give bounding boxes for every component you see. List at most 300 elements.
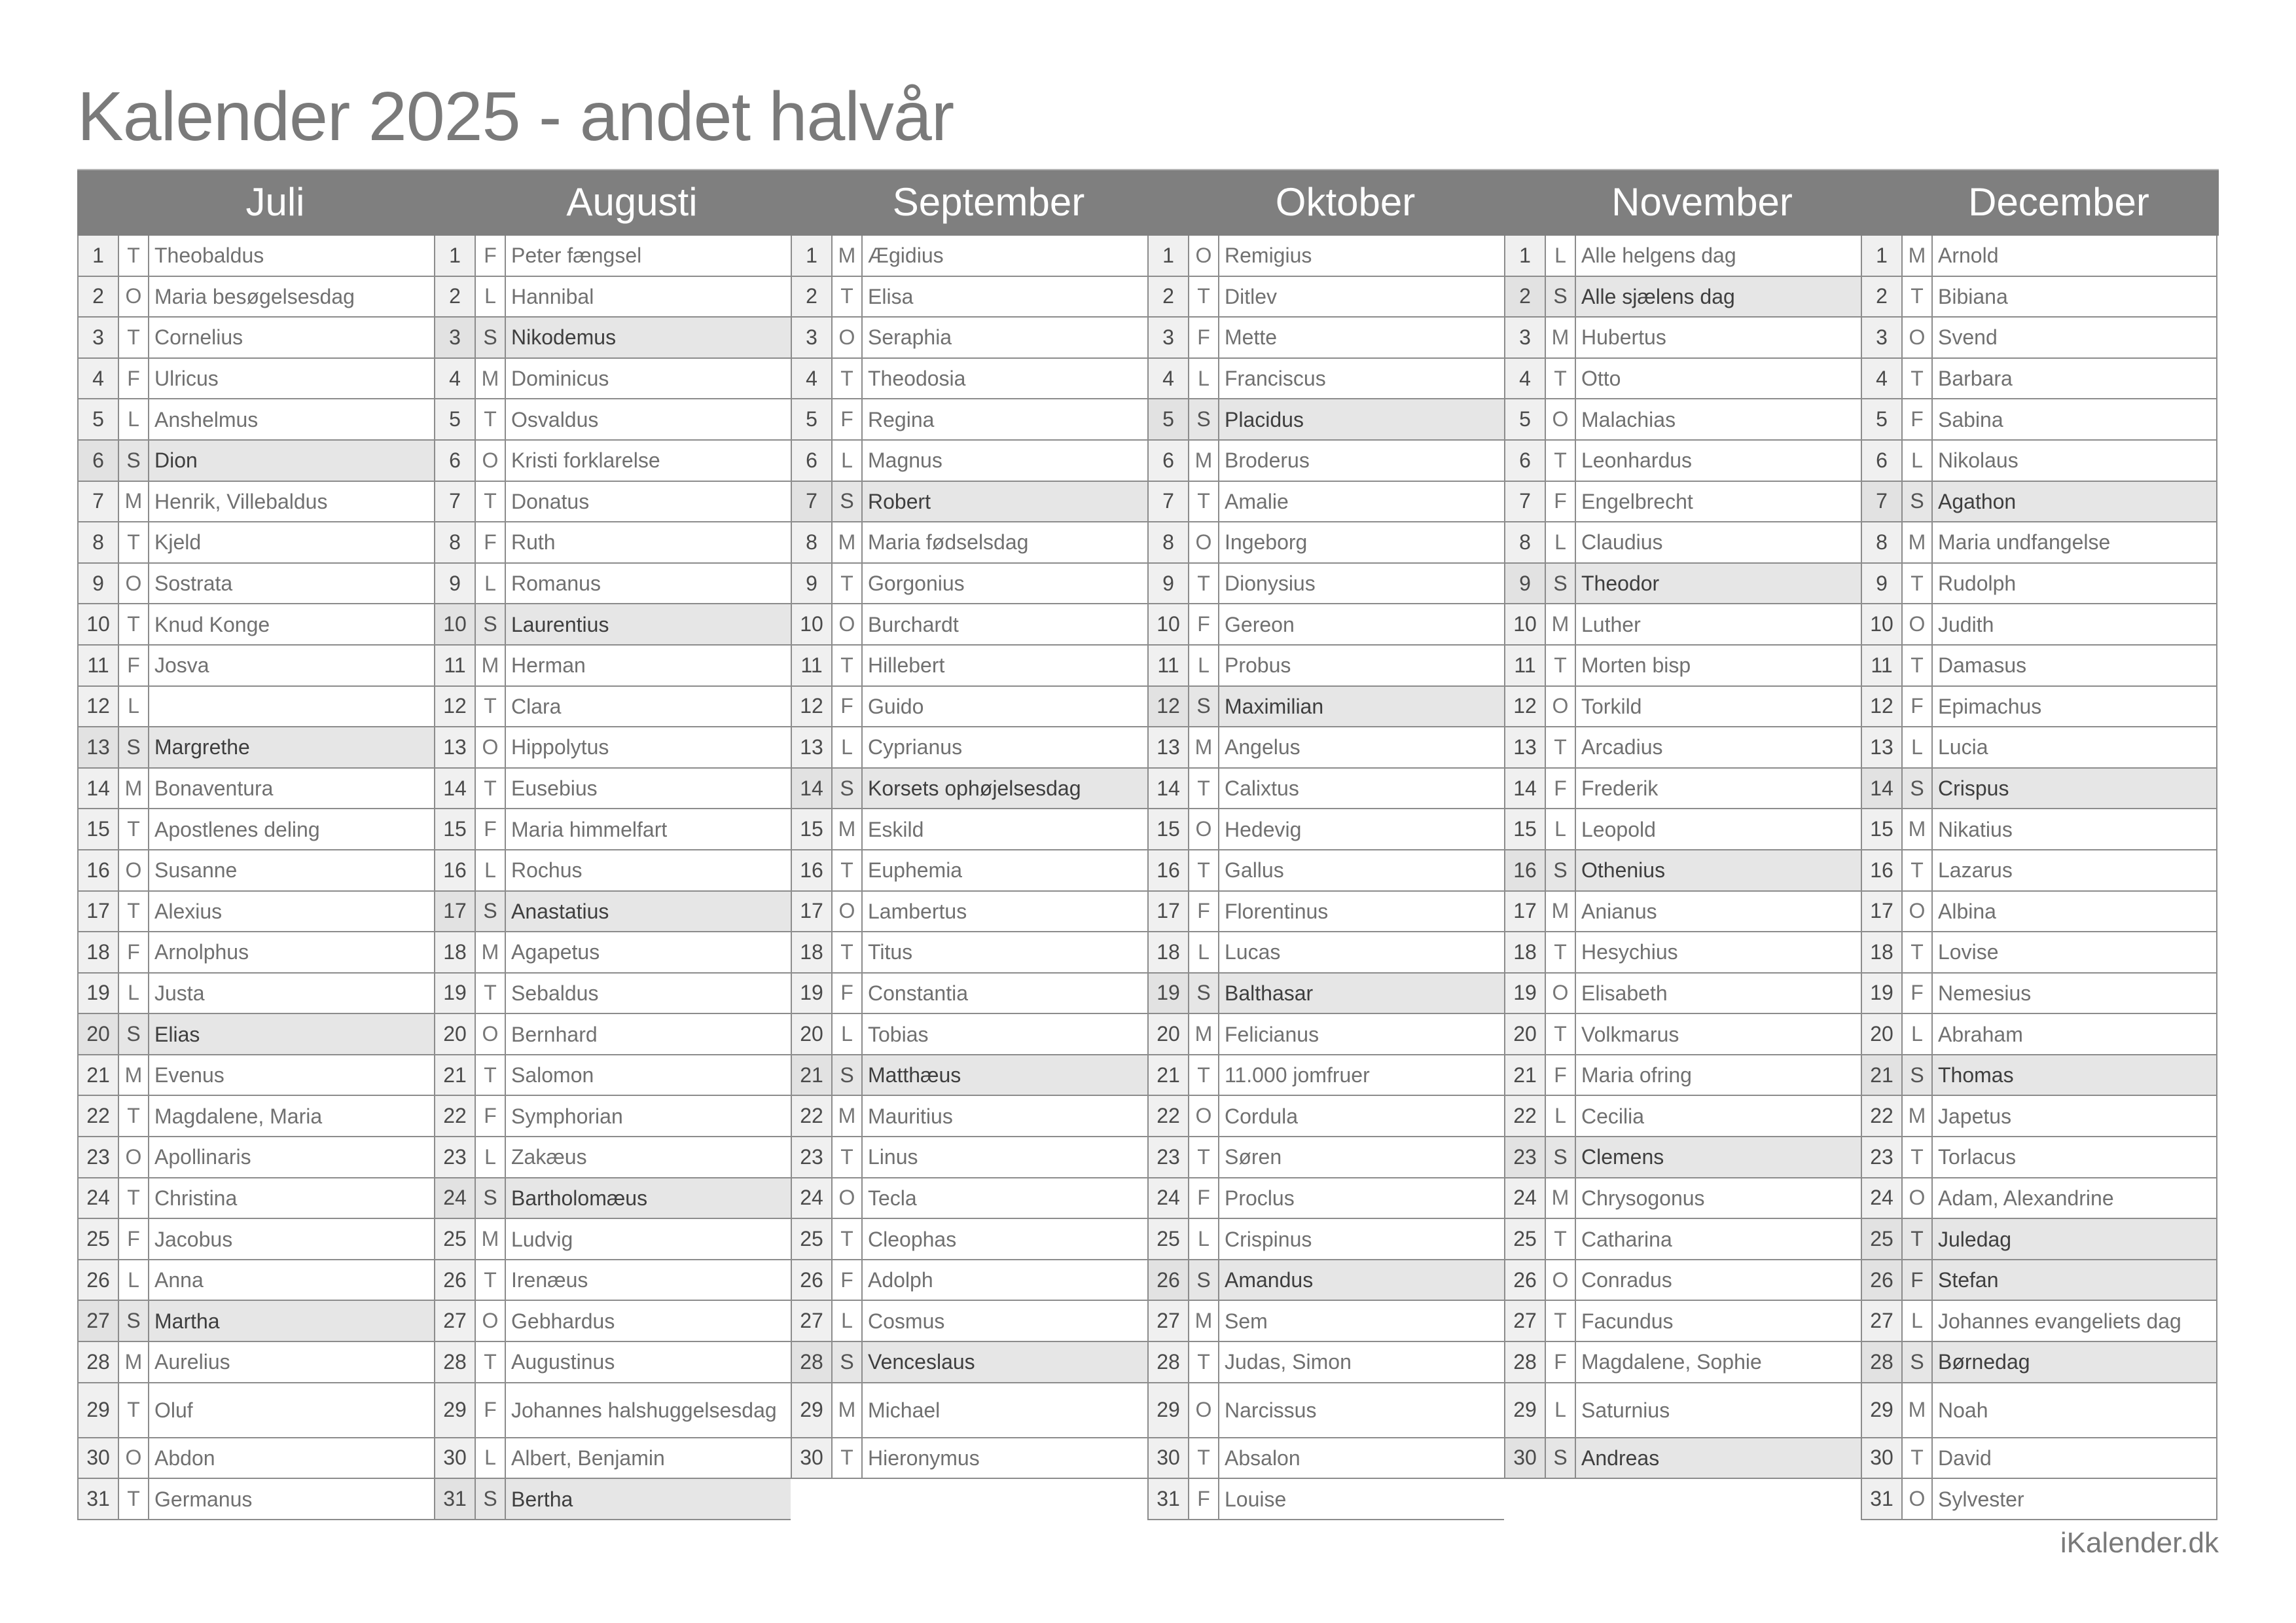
weekday-letter: T bbox=[476, 769, 506, 809]
day-number: 27 bbox=[791, 1301, 833, 1341]
day-row bbox=[1147, 892, 1504, 933]
day-row bbox=[1147, 441, 1504, 482]
day-row bbox=[1504, 1178, 1861, 1220]
name-day: Alexius bbox=[154, 899, 223, 923]
day-number: 18 bbox=[434, 932, 476, 972]
name-day: Theobaldus bbox=[154, 244, 264, 268]
day-number: 24 bbox=[1147, 1178, 1189, 1218]
day-row bbox=[1504, 769, 1861, 810]
day-number: 11 bbox=[1147, 646, 1189, 685]
day-number: 28 bbox=[434, 1342, 476, 1382]
day-row bbox=[791, 277, 1147, 318]
name-day: Bibiana bbox=[1933, 277, 2217, 317]
day-number: 20 bbox=[434, 1014, 476, 1054]
name-day: Michael bbox=[868, 1398, 941, 1422]
weekday-letter: F bbox=[476, 236, 506, 276]
weekday-letter: F bbox=[476, 1096, 506, 1136]
weekday-letter: T bbox=[833, 646, 863, 685]
day-number: 28 bbox=[77, 1342, 119, 1382]
weekday-letter: M bbox=[833, 1096, 863, 1136]
name-day: Luther bbox=[1581, 612, 1641, 636]
weekday-letter: L bbox=[476, 1137, 506, 1177]
day-number: 30 bbox=[1504, 1438, 1546, 1478]
name-day: Svend bbox=[1933, 318, 2217, 357]
name-day: Clara bbox=[511, 694, 562, 718]
day-number: 21 bbox=[1861, 1055, 1903, 1095]
day-row bbox=[1504, 974, 1861, 1015]
day-row bbox=[1504, 850, 1861, 892]
day-row bbox=[77, 441, 434, 482]
name-day: Torkild bbox=[1581, 694, 1642, 718]
day-row bbox=[791, 769, 1147, 810]
day-number: 30 bbox=[1861, 1438, 1903, 1478]
day-row bbox=[1147, 277, 1504, 318]
name-day: Søren bbox=[1225, 1145, 1282, 1169]
weekday-letter: S bbox=[476, 892, 506, 932]
weekday-letter: T bbox=[833, 1137, 863, 1177]
day-number: 9 bbox=[434, 564, 476, 604]
day-row bbox=[1504, 441, 1861, 482]
day-number: 5 bbox=[1504, 399, 1546, 439]
day-number: 13 bbox=[77, 727, 119, 767]
name-day: Otto bbox=[1581, 367, 1621, 391]
day-number: 17 bbox=[791, 892, 833, 932]
weekday-letter: T bbox=[1903, 850, 1933, 890]
weekday-letter: O bbox=[476, 727, 506, 767]
day-row bbox=[1861, 1096, 2217, 1137]
name-day: Matthæus bbox=[863, 1055, 1147, 1095]
day-row bbox=[77, 318, 434, 359]
day-number: 23 bbox=[1861, 1137, 1903, 1177]
day-number: 1 bbox=[1861, 236, 1903, 276]
day-number: 11 bbox=[1861, 646, 1903, 685]
name-day: Torlacus bbox=[1933, 1137, 2217, 1177]
day-row bbox=[791, 646, 1147, 687]
day-row bbox=[77, 974, 434, 1015]
weekday-letter: O bbox=[1546, 399, 1576, 439]
day-number: 20 bbox=[1861, 1014, 1903, 1054]
day-row bbox=[1147, 318, 1504, 359]
name-day: Maria ofring bbox=[1581, 1063, 1692, 1087]
day-row bbox=[1504, 932, 1861, 974]
day-row bbox=[434, 1014, 791, 1055]
day-number: 24 bbox=[791, 1178, 833, 1218]
day-row bbox=[434, 318, 791, 359]
day-row bbox=[1861, 277, 2217, 318]
weekday-letter: T bbox=[1546, 727, 1576, 767]
weekday-letter: O bbox=[1903, 892, 1933, 932]
day-number: 8 bbox=[791, 522, 833, 562]
day-row bbox=[77, 809, 434, 850]
day-row bbox=[791, 441, 1147, 482]
weekday-letter: T bbox=[476, 482, 506, 522]
day-number: 6 bbox=[1861, 441, 1903, 481]
day-number: 9 bbox=[791, 564, 833, 604]
day-row bbox=[434, 727, 791, 769]
weekday-letter: S bbox=[833, 769, 863, 809]
name-day: Nikatius bbox=[1933, 809, 2217, 849]
name-day: Bartholomæus bbox=[506, 1178, 791, 1218]
day-number: 14 bbox=[791, 769, 833, 809]
day-row bbox=[434, 1260, 791, 1302]
day-number: 23 bbox=[1147, 1137, 1189, 1177]
name-day: Andreas bbox=[1576, 1438, 1861, 1478]
day-number: 22 bbox=[1504, 1096, 1546, 1136]
day-number: 3 bbox=[1147, 318, 1189, 357]
day-row bbox=[77, 564, 434, 605]
day-number: 19 bbox=[1861, 974, 1903, 1013]
day-row bbox=[434, 359, 791, 400]
day-row bbox=[1504, 522, 1861, 564]
day-row bbox=[791, 359, 1147, 400]
weekday-letter: T bbox=[1189, 1055, 1219, 1095]
name-day: Anna bbox=[154, 1268, 204, 1292]
weekday-letter: S bbox=[476, 1479, 506, 1519]
name-day: Peter fængsel bbox=[511, 244, 642, 268]
name-day: Martha bbox=[149, 1301, 434, 1341]
weekday-letter: L bbox=[1546, 236, 1576, 276]
name-day: Dion bbox=[149, 441, 434, 481]
weekday-letter: S bbox=[119, 1301, 149, 1341]
day-number: 17 bbox=[77, 892, 119, 932]
name-day: Tobias bbox=[868, 1022, 929, 1046]
weekday-letter: T bbox=[1546, 646, 1576, 685]
day-number: 3 bbox=[77, 318, 119, 357]
name-day: Henrik, Villebaldus bbox=[154, 489, 328, 513]
name-day: Justa bbox=[154, 981, 205, 1005]
weekday-letter: L bbox=[476, 564, 506, 604]
day-row bbox=[1504, 277, 1861, 318]
day-row bbox=[77, 646, 434, 687]
day-number: 4 bbox=[77, 359, 119, 399]
month-column-september bbox=[791, 236, 1147, 1479]
name-day: Gebhardus bbox=[511, 1309, 615, 1333]
day-row bbox=[434, 1479, 791, 1520]
weekday-letter: T bbox=[1189, 769, 1219, 809]
day-number: 29 bbox=[791, 1383, 833, 1437]
day-number: 23 bbox=[77, 1137, 119, 1177]
month-column-oktober bbox=[1147, 236, 1504, 1520]
name-day: Proclus bbox=[1225, 1186, 1295, 1210]
day-row bbox=[1861, 932, 2217, 974]
name-day: Augustinus bbox=[511, 1350, 615, 1374]
name-day: Arcadius bbox=[1581, 735, 1663, 759]
name-day: Alle helgens dag bbox=[1581, 244, 1736, 268]
weekday-letter: T bbox=[119, 236, 149, 276]
day-number: 4 bbox=[1147, 359, 1189, 399]
weekday-letter: M bbox=[833, 522, 863, 562]
weekday-letter: S bbox=[119, 1014, 149, 1054]
day-row bbox=[1861, 850, 2217, 892]
day-number: 12 bbox=[791, 687, 833, 727]
brand-footer: iKalender.dk bbox=[2060, 1527, 2219, 1559]
weekday-letter: M bbox=[476, 359, 506, 399]
name-day: Albert, Benjamin bbox=[511, 1446, 665, 1470]
day-number: 31 bbox=[77, 1479, 119, 1519]
weekday-letter: T bbox=[119, 604, 149, 644]
day-number: 5 bbox=[1147, 399, 1189, 439]
day-number: 3 bbox=[1861, 318, 1903, 357]
day-row bbox=[1147, 236, 1504, 277]
day-row bbox=[791, 687, 1147, 728]
day-row bbox=[1504, 1383, 1861, 1438]
day-row bbox=[434, 399, 791, 441]
day-row bbox=[77, 769, 434, 810]
day-row bbox=[1861, 1438, 2217, 1480]
day-number: 29 bbox=[1861, 1383, 1903, 1437]
name-day: Louise bbox=[1225, 1487, 1287, 1511]
day-number: 22 bbox=[791, 1096, 833, 1136]
weekday-letter: L bbox=[833, 1301, 863, 1341]
name-day: Anshelmus bbox=[154, 407, 259, 431]
day-number: 30 bbox=[791, 1438, 833, 1478]
day-number: 12 bbox=[1147, 687, 1189, 727]
weekday-letter: F bbox=[119, 1219, 149, 1259]
day-number: 27 bbox=[77, 1301, 119, 1341]
day-row bbox=[1147, 727, 1504, 769]
weekday-letter: F bbox=[833, 1260, 863, 1300]
day-row bbox=[1504, 1301, 1861, 1342]
day-row bbox=[1147, 482, 1504, 523]
name-day: Placidus bbox=[1219, 399, 1504, 439]
name-day: Epimachus bbox=[1933, 687, 2217, 727]
weekday-letter: L bbox=[1189, 1219, 1219, 1259]
day-row bbox=[1861, 236, 2217, 277]
day-number: 30 bbox=[434, 1438, 476, 1478]
day-row bbox=[1861, 1260, 2217, 1302]
weekday-letter: O bbox=[476, 441, 506, 481]
day-number: 1 bbox=[1504, 236, 1546, 276]
day-number: 3 bbox=[434, 318, 476, 357]
name-day: Jacobus bbox=[154, 1227, 233, 1251]
name-day: Symphorian bbox=[511, 1104, 623, 1128]
day-row bbox=[1147, 1219, 1504, 1260]
name-day: Franciscus bbox=[1225, 367, 1326, 391]
month-header-juli: Juli bbox=[245, 180, 305, 224]
weekday-letter: S bbox=[1546, 1137, 1576, 1177]
weekday-letter: T bbox=[476, 1342, 506, 1382]
weekday-letter: M bbox=[119, 482, 149, 522]
weekday-letter: F bbox=[1189, 1479, 1219, 1519]
day-row bbox=[1504, 1096, 1861, 1137]
day-row bbox=[1147, 564, 1504, 605]
name-day: Johannes evangeliets dag bbox=[1933, 1301, 2217, 1341]
name-day: Burchardt bbox=[868, 612, 959, 636]
day-number: 1 bbox=[434, 236, 476, 276]
name-day: Cosmus bbox=[868, 1309, 945, 1333]
weekday-letter: S bbox=[1546, 564, 1576, 604]
name-day: Angelus bbox=[1225, 735, 1300, 759]
day-row bbox=[1504, 604, 1861, 646]
day-number: 16 bbox=[1861, 850, 1903, 890]
weekday-letter: F bbox=[476, 1383, 506, 1437]
name-day: Ulricus bbox=[154, 367, 219, 391]
day-number: 27 bbox=[1504, 1301, 1546, 1341]
weekday-letter: M bbox=[1546, 892, 1576, 932]
name-day: Aurelius bbox=[154, 1350, 230, 1374]
day-row bbox=[1147, 522, 1504, 564]
day-row bbox=[77, 604, 434, 646]
day-number: 29 bbox=[1504, 1383, 1546, 1437]
name-day: Zakæus bbox=[511, 1145, 587, 1169]
day-number: 2 bbox=[77, 277, 119, 317]
day-row bbox=[1147, 1178, 1504, 1220]
day-row bbox=[791, 1383, 1147, 1438]
day-number: 26 bbox=[77, 1260, 119, 1300]
name-day: Cornelius bbox=[154, 325, 243, 350]
weekday-letter: O bbox=[1546, 1260, 1576, 1300]
day-number: 16 bbox=[434, 850, 476, 890]
weekday-letter: F bbox=[1903, 974, 1933, 1013]
name-day: Magdalene, Sophie bbox=[1581, 1350, 1762, 1374]
weekday-letter: F bbox=[1903, 1260, 1933, 1300]
day-number: 28 bbox=[1147, 1342, 1189, 1382]
day-row bbox=[434, 564, 791, 605]
weekday-letter: L bbox=[1546, 1096, 1576, 1136]
day-row bbox=[77, 1178, 434, 1220]
day-number: 2 bbox=[1147, 277, 1189, 317]
day-row bbox=[1861, 769, 2217, 810]
day-row bbox=[1504, 646, 1861, 687]
name-day: Crispinus bbox=[1225, 1227, 1312, 1251]
day-row bbox=[77, 482, 434, 523]
name-day: Anastatius bbox=[506, 892, 791, 932]
day-row bbox=[791, 399, 1147, 441]
weekday-letter: M bbox=[119, 769, 149, 809]
day-number: 30 bbox=[77, 1438, 119, 1478]
day-row bbox=[791, 1096, 1147, 1137]
weekday-letter: T bbox=[1189, 850, 1219, 890]
name-day: Nikodemus bbox=[506, 318, 791, 357]
day-number: 29 bbox=[434, 1383, 476, 1437]
weekday-letter: L bbox=[1903, 1301, 1933, 1341]
weekday-letter: O bbox=[119, 1438, 149, 1478]
weekday-letter: M bbox=[1189, 441, 1219, 481]
day-row bbox=[1147, 1137, 1504, 1178]
name-day: Damasus bbox=[1933, 646, 2217, 685]
name-day: Calixtus bbox=[1225, 776, 1299, 801]
name-day: Cyprianus bbox=[868, 735, 963, 759]
day-number: 31 bbox=[1861, 1479, 1903, 1519]
day-row bbox=[1861, 1055, 2217, 1097]
name-day: Volkmarus bbox=[1581, 1022, 1679, 1046]
day-number: 8 bbox=[1861, 522, 1903, 562]
weekday-letter: L bbox=[1903, 727, 1933, 767]
day-row bbox=[1861, 687, 2217, 728]
day-row bbox=[1504, 1055, 1861, 1097]
day-number: 12 bbox=[434, 687, 476, 727]
weekday-letter: L bbox=[1546, 522, 1576, 562]
name-day: Crispus bbox=[1933, 769, 2217, 809]
weekday-letter: F bbox=[1189, 604, 1219, 644]
day-row bbox=[434, 892, 791, 933]
day-row bbox=[1861, 727, 2217, 769]
day-number: 26 bbox=[1147, 1260, 1189, 1300]
day-number: 12 bbox=[1504, 687, 1546, 727]
day-row bbox=[1861, 892, 2217, 933]
weekday-letter: L bbox=[1903, 441, 1933, 481]
month-column-december bbox=[1861, 236, 2217, 1520]
weekday-letter: M bbox=[476, 646, 506, 685]
name-day: Oluf bbox=[154, 1398, 193, 1422]
day-row bbox=[77, 1096, 434, 1137]
day-row bbox=[77, 399, 434, 441]
day-number: 5 bbox=[77, 399, 119, 439]
weekday-letter: T bbox=[1189, 1342, 1219, 1382]
name-day: Irenæus bbox=[511, 1268, 588, 1292]
day-number: 10 bbox=[1147, 604, 1189, 644]
name-day: Evenus bbox=[154, 1063, 224, 1087]
day-number: 29 bbox=[77, 1383, 119, 1437]
day-number: 17 bbox=[1147, 892, 1189, 932]
day-number: 18 bbox=[77, 932, 119, 972]
day-number: 25 bbox=[77, 1219, 119, 1259]
weekday-letter: T bbox=[833, 850, 863, 890]
weekday-letter: T bbox=[476, 974, 506, 1013]
weekday-letter: T bbox=[1903, 932, 1933, 972]
weekday-letter: M bbox=[1546, 1178, 1576, 1218]
day-row bbox=[1147, 687, 1504, 728]
weekday-letter: T bbox=[1546, 932, 1576, 972]
weekday-letter: L bbox=[1189, 646, 1219, 685]
day-row bbox=[434, 687, 791, 728]
name-day: Maria himmelfart bbox=[511, 817, 668, 841]
day-number: 6 bbox=[1504, 441, 1546, 481]
weekday-letter: F bbox=[1189, 892, 1219, 932]
day-number: 19 bbox=[791, 974, 833, 1013]
day-number: 25 bbox=[1147, 1219, 1189, 1259]
day-row bbox=[1861, 1301, 2217, 1342]
name-day: Apostlenes deling bbox=[154, 817, 320, 841]
day-row bbox=[1504, 1219, 1861, 1260]
name-day bbox=[149, 687, 434, 727]
day-row bbox=[1861, 604, 2217, 646]
weekday-letter: F bbox=[119, 932, 149, 972]
weekday-letter: T bbox=[1546, 1014, 1576, 1054]
weekday-letter: S bbox=[1903, 1055, 1933, 1095]
name-day: Osvaldus bbox=[511, 407, 599, 431]
name-day: Thomas bbox=[1933, 1055, 2217, 1095]
day-row bbox=[1861, 441, 2217, 482]
day-row bbox=[434, 1342, 791, 1383]
day-number: 15 bbox=[434, 809, 476, 849]
name-day: Abraham bbox=[1933, 1014, 2217, 1054]
day-row bbox=[1147, 1383, 1504, 1438]
day-number: 5 bbox=[1861, 399, 1903, 439]
weekday-letter: L bbox=[833, 727, 863, 767]
weekday-letter: F bbox=[1189, 318, 1219, 357]
day-row bbox=[1147, 359, 1504, 400]
day-row bbox=[1147, 809, 1504, 850]
name-day: Børnedag bbox=[1933, 1342, 2217, 1382]
name-day: Florentinus bbox=[1225, 899, 1329, 923]
name-day: Bertha bbox=[506, 1479, 791, 1519]
weekday-letter: T bbox=[1189, 1438, 1219, 1478]
month-columns bbox=[77, 236, 2219, 1520]
weekday-letter: O bbox=[1189, 1096, 1219, 1136]
weekday-letter: T bbox=[833, 932, 863, 972]
weekday-letter: O bbox=[833, 892, 863, 932]
day-row bbox=[434, 809, 791, 850]
name-day: Sem bbox=[1225, 1309, 1268, 1333]
day-number: 5 bbox=[791, 399, 833, 439]
day-number: 13 bbox=[791, 727, 833, 767]
name-day: Chrysogonus bbox=[1581, 1186, 1705, 1210]
day-number: 24 bbox=[1504, 1178, 1546, 1218]
name-day: Probus bbox=[1225, 653, 1291, 678]
weekday-letter: T bbox=[833, 359, 863, 399]
day-row bbox=[1861, 359, 2217, 400]
